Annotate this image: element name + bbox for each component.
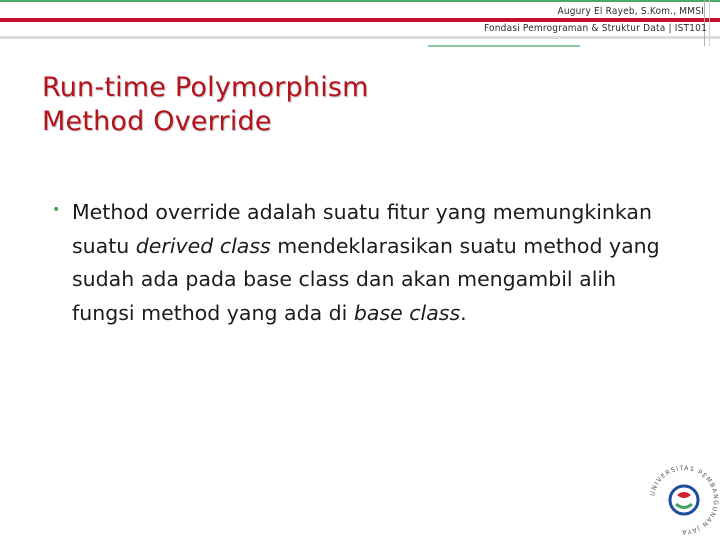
header-green-rule xyxy=(0,0,720,2)
author-credit: Augury El Rayeb, S.Kom., MMSI xyxy=(557,6,704,17)
bullet-text-emphasis: derived class xyxy=(135,233,271,258)
bullet-text xyxy=(72,196,662,330)
slide-title-line-2: Method Override xyxy=(42,106,272,137)
bullet-icon: • xyxy=(52,202,61,218)
header-accent-rule xyxy=(428,45,580,47)
header-gray-rule xyxy=(0,36,720,39)
bullet-text-part: Method override adalah suatu fitur yang memungkinkan suatu xyxy=(72,200,652,258)
header-vertical-rule-2 xyxy=(709,0,710,46)
bullet-text-part: mendeklarasikan suatu method yang sudah ada pada base class dan akan mengambil alih fungsi method yang ada di xyxy=(72,233,660,325)
slide-title xyxy=(42,71,369,139)
bullet-text-emphasis: base class xyxy=(353,300,461,325)
course-label: Fondasi Pemrograman & Struktur Data | IST101 xyxy=(484,23,707,34)
bullet-list xyxy=(52,196,662,330)
university-logo-icon xyxy=(646,462,720,538)
slide-title-line-1: Run-time Polymorphism xyxy=(42,72,369,103)
bullet-text-part: . xyxy=(460,300,467,325)
header-red-rule xyxy=(0,18,720,22)
logo-ring-text: UNIVERSITAS PEMBANGUNAN JAYA xyxy=(649,464,720,536)
